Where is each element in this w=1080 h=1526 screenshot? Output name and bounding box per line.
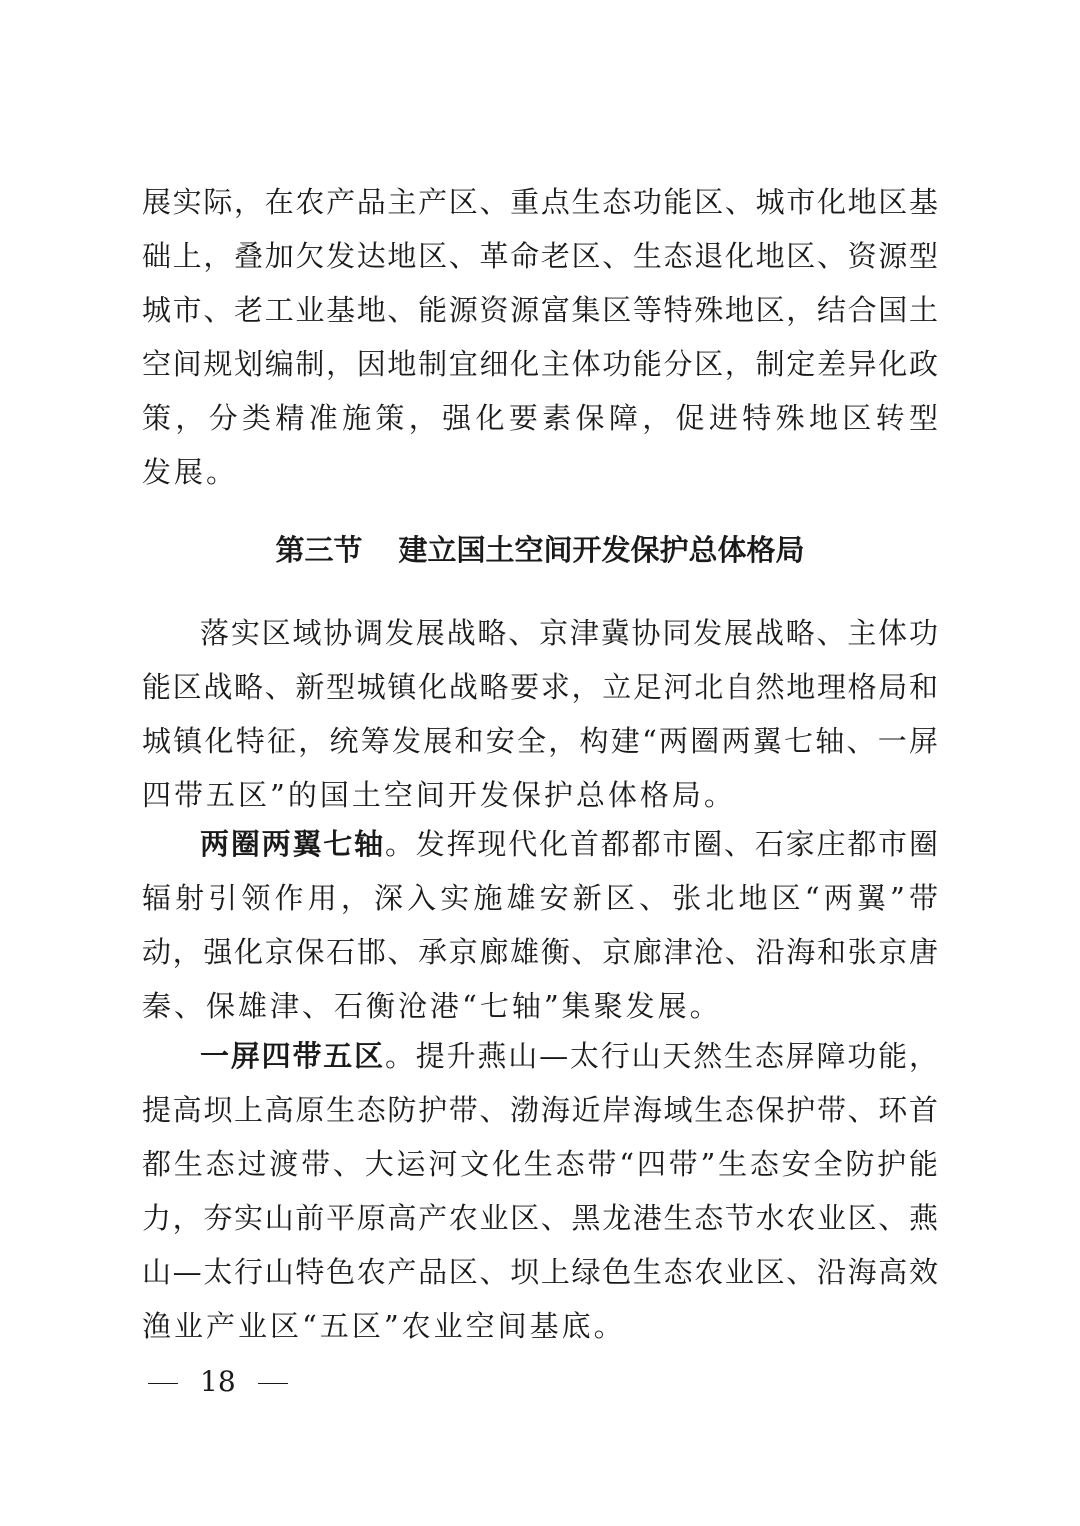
- paragraph-line: 辐射引领作用，深入实施雄安新区、张北地区“两翼”带: [142, 881, 938, 915]
- paragraph-lead-rest: 。发挥现代化首都都市圈、石家庄都市圈: [384, 827, 938, 861]
- footer-dash-left: [148, 1383, 178, 1385]
- paragraph-line: 空间规划编制，因地制宜细化主体功能分区，制定差异化政: [142, 347, 938, 381]
- paragraph-line: 落实区域协调发展战略、京津冀协同发展战略、主体功: [200, 616, 938, 650]
- paragraph-line: 发展。: [142, 455, 239, 489]
- paragraph-line: 能区战略、新型城镇化战略要求，立足河北自然地理格局和: [142, 670, 938, 704]
- paragraph-line: 提高坝上高原生态防护带、渤海近岸海域生态保护带、环首: [142, 1093, 938, 1127]
- section-title: 建立国土空间开发保护总体格局: [398, 533, 805, 567]
- paragraph-lead: 一屏四带五区: [200, 1039, 385, 1073]
- paragraph-line: 展实际，在农产品主产区、重点生态功能区、城市化地区基: [142, 185, 938, 219]
- page-number: 18: [200, 1365, 236, 1398]
- paragraph-line: 城市、老工业基地、能源资源富集区等特殊地区，结合国土: [142, 293, 938, 327]
- paragraph-line: 动，强化京保石邯、承京廊雄衡、京廊津沧、沿海和张京唐: [142, 935, 938, 969]
- paragraph-line: 策，分类精准施策，强化要素保障，促进特殊地区转型: [142, 401, 938, 435]
- page-footer: [148, 1362, 288, 1402]
- paragraph-two-circles: [142, 817, 938, 1033]
- continuation-paragraph: [142, 175, 938, 499]
- footer-dash-right: [258, 1383, 288, 1385]
- paragraph-line: 四带五区”的国土空间开发保护总体格局。: [142, 778, 736, 812]
- paragraph-line: 都生态过渡带、大运河文化生态带“四带”生态安全防护能: [142, 1147, 938, 1181]
- paragraph-line: [142, 1029, 938, 1083]
- paragraph-line: 城镇化特征，统筹发展和安全，构建“两圈两翼七轴、一屏: [142, 724, 938, 758]
- section-heading: [0, 524, 1080, 576]
- paragraph-line: 力，夯实山前平原高产农业区、黑龙港生态节水农业区、燕: [142, 1201, 938, 1235]
- paragraph-strategy: [142, 606, 938, 822]
- paragraph-line: 础上，叠加欠发达地区、革命老区、生态退化地区、资源型: [142, 239, 938, 273]
- paragraph-line: 渔业产业区“五区”农业空间基底。: [142, 1309, 626, 1343]
- paragraph-lead-rest: 。提升燕山—太行山天然生态屏障功能，: [384, 1039, 938, 1073]
- paragraph-one-screen: [142, 1029, 938, 1353]
- section-number: 第三节: [275, 533, 363, 567]
- paragraph-lead: 两圈两翼七轴: [200, 827, 385, 861]
- paragraph-line: 山—太行山特色农产品区、坝上绿色生态农业区、沿海高效: [142, 1255, 938, 1289]
- paragraph-line: 秦、保雄津、石衡沧港“七轴”集聚发展。: [142, 989, 722, 1023]
- paragraph-line: [142, 817, 938, 871]
